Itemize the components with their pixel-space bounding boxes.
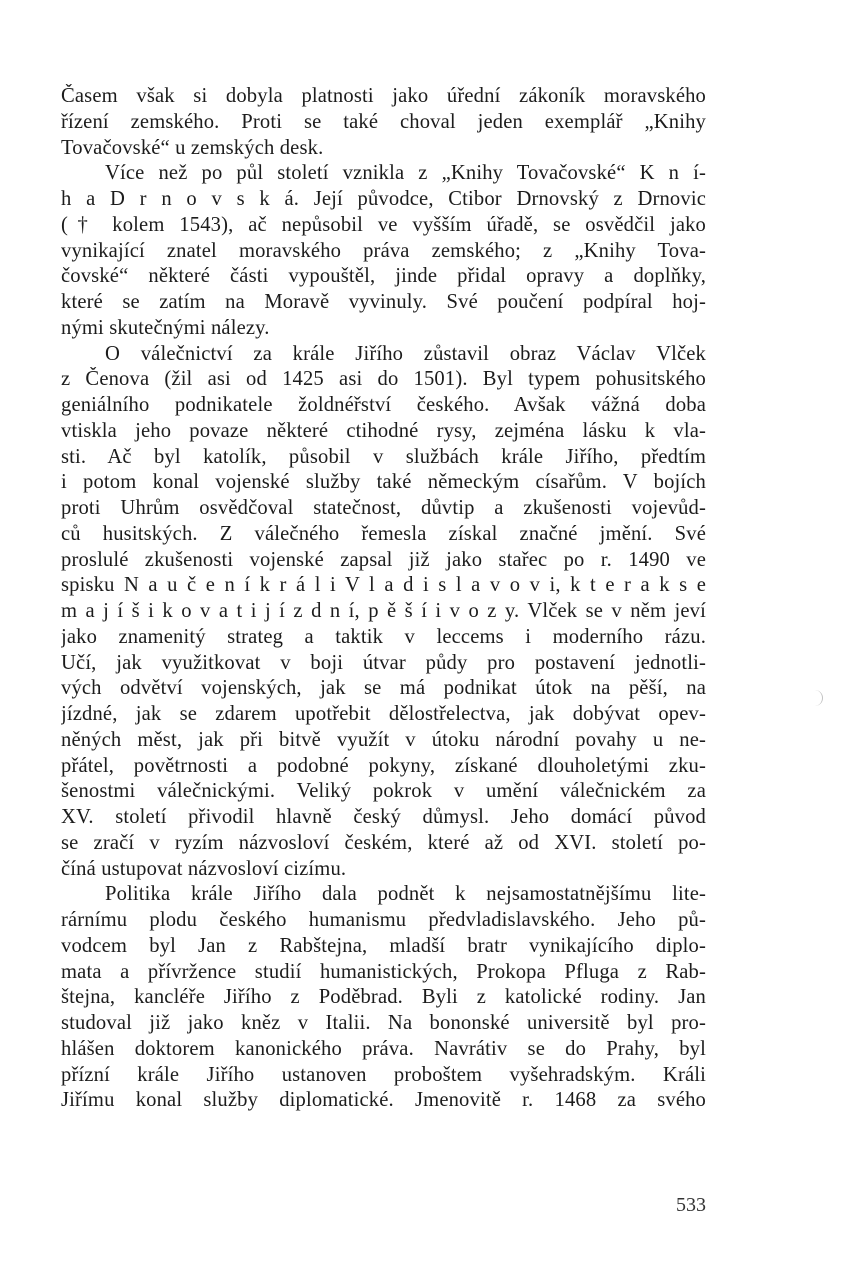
text-line: rárnímu plodu českého humanismu předvladislavského. Jeho pů- [61, 909, 706, 931]
text-line: vynikající znatel moravského práva zemského; z „Knihy Tova- [61, 239, 706, 262]
text-line: vých odvětví vojenských, jak se má podnikat útok na pěší, na [61, 677, 706, 700]
text-line: Učí, jak využitkovat v boji útvar půdy pro postavení jednotli- [61, 651, 706, 674]
text-line: něných měst, jak při bitvě využít v útoku národní povahy u ne- [61, 728, 706, 751]
text-line: hlášen doktorem kanonického práva. Navrátiv se do Prahy, byl [61, 1037, 706, 1060]
paper-mark [812, 690, 823, 706]
text-line: řízení zemského. Proti se také choval jeden exemplář „Knihy [61, 110, 706, 133]
text-line: jízdné, jak se zdarem upotřebit dělostřelectva, jak dobývat opev- [61, 703, 706, 725]
text-line: přízní krále Jiřího ustanoven proboštem vyšehradským. Králi [61, 1063, 706, 1086]
text-line: studoval již jako kněz v Italii. Na bononské universitě byl pro- [61, 1012, 706, 1034]
text-line: proti Uhrům osvědčoval statečnost, důvtip a zkušenosti vojevůd- [61, 497, 706, 519]
text-line: se zračí v ryzím názvosloví českém, které až od XVI. století po- [61, 831, 706, 854]
body-text [61, 84, 706, 1114]
text-line: mata a přívržence studií humanistických, Prokopa Pfluga z Rab- [61, 960, 706, 983]
text-line: O válečnictví za krále Jiřího zůstavil obraz Václav Vlček [105, 342, 706, 365]
text-line: m a j í š i k o v a t i j í z d n í, p ě š í i v o z y. Vlček se v něm jeví [61, 600, 706, 622]
text-line: které se zatím na Moravě vyvinuly. Své poučení podpíral hoj- [61, 291, 706, 313]
text-line: přátel, povětrnosti a podobné pokyny, získané dlouholetými zku- [61, 754, 706, 777]
text-line: geniálního podnikatele žoldnéřství českého. Avšak vážná doba [61, 394, 706, 416]
text-line: číná ustupovat názvosloví cizímu. [61, 857, 347, 880]
text-line: vtiskla jeho povaze některé ctihodné rysy, zejména lásku k vla- [61, 419, 706, 442]
text-line: Časem však si dobyla platnosti jako úřední zákoník moravského [61, 85, 706, 107]
text-line: z Čenova (žil asi od 1425 asi do 1501). Byl typem pohusitského [61, 368, 706, 391]
text-line: spisku N a u č e n í k r á l i V l a d i s l a v o v i, k t e r a k s e [61, 574, 706, 597]
text-line: sti. Ač byl katolík, působil v službách krále Jiřího, předtím [61, 445, 706, 468]
text-line: vodcem byl Jan z Rabštejna, mladší bratr vynikajícího diplo- [61, 934, 706, 957]
text-line: i potom konal vojenské služby také německým císařům. V bojích [61, 471, 706, 494]
text-line: nými skutečnými nálezy. [61, 316, 270, 339]
text-line: štejna, kancléře Jiřího z Poděbrad. Byli z katolické rodiny. Jan [61, 986, 706, 1009]
text-line: Více než po půl století vznikla z „Knihy Tovačovské“ K n í- [105, 162, 706, 185]
page-number: 533 [676, 1194, 706, 1216]
text-line: XV. století přivodil hlavně český důmysl. Jeho domácí původ [61, 806, 706, 828]
text-line: šenostmi válečnickými. Veliký pokrok v umění válečnickém za [61, 780, 706, 803]
text-line: Politika krále Jiřího dala podnět k nejsamostatnějšímu lite- [105, 883, 706, 906]
text-line: Jiřímu konal služby diplomatické. Jmenovitě r. 1468 za svého [61, 1089, 706, 1112]
text-line: h a D r n o v s k á. Její původce, Ctibor Drnovský z Drnovic [61, 188, 706, 210]
text-line: ců husitských. Z válečného řemesla získal značné jmění. Své [61, 522, 706, 545]
text-line: Tovačovské“ u zemských desk. [61, 136, 324, 159]
text-line: čovské“ některé části vypouštěl, jinde přidal opravy a doplňky, [61, 265, 706, 288]
text-line: († kolem 1543), ač nepůsobil ve vyšším úřadě, se osvědčil jako [61, 213, 706, 236]
text-line: proslulé zkušenosti vojenské zapsal již jako stařec po r. 1490 ve [61, 548, 706, 571]
text-line: jako znamenitý strateg a taktik v leccems i moderního rázu. [61, 625, 706, 648]
